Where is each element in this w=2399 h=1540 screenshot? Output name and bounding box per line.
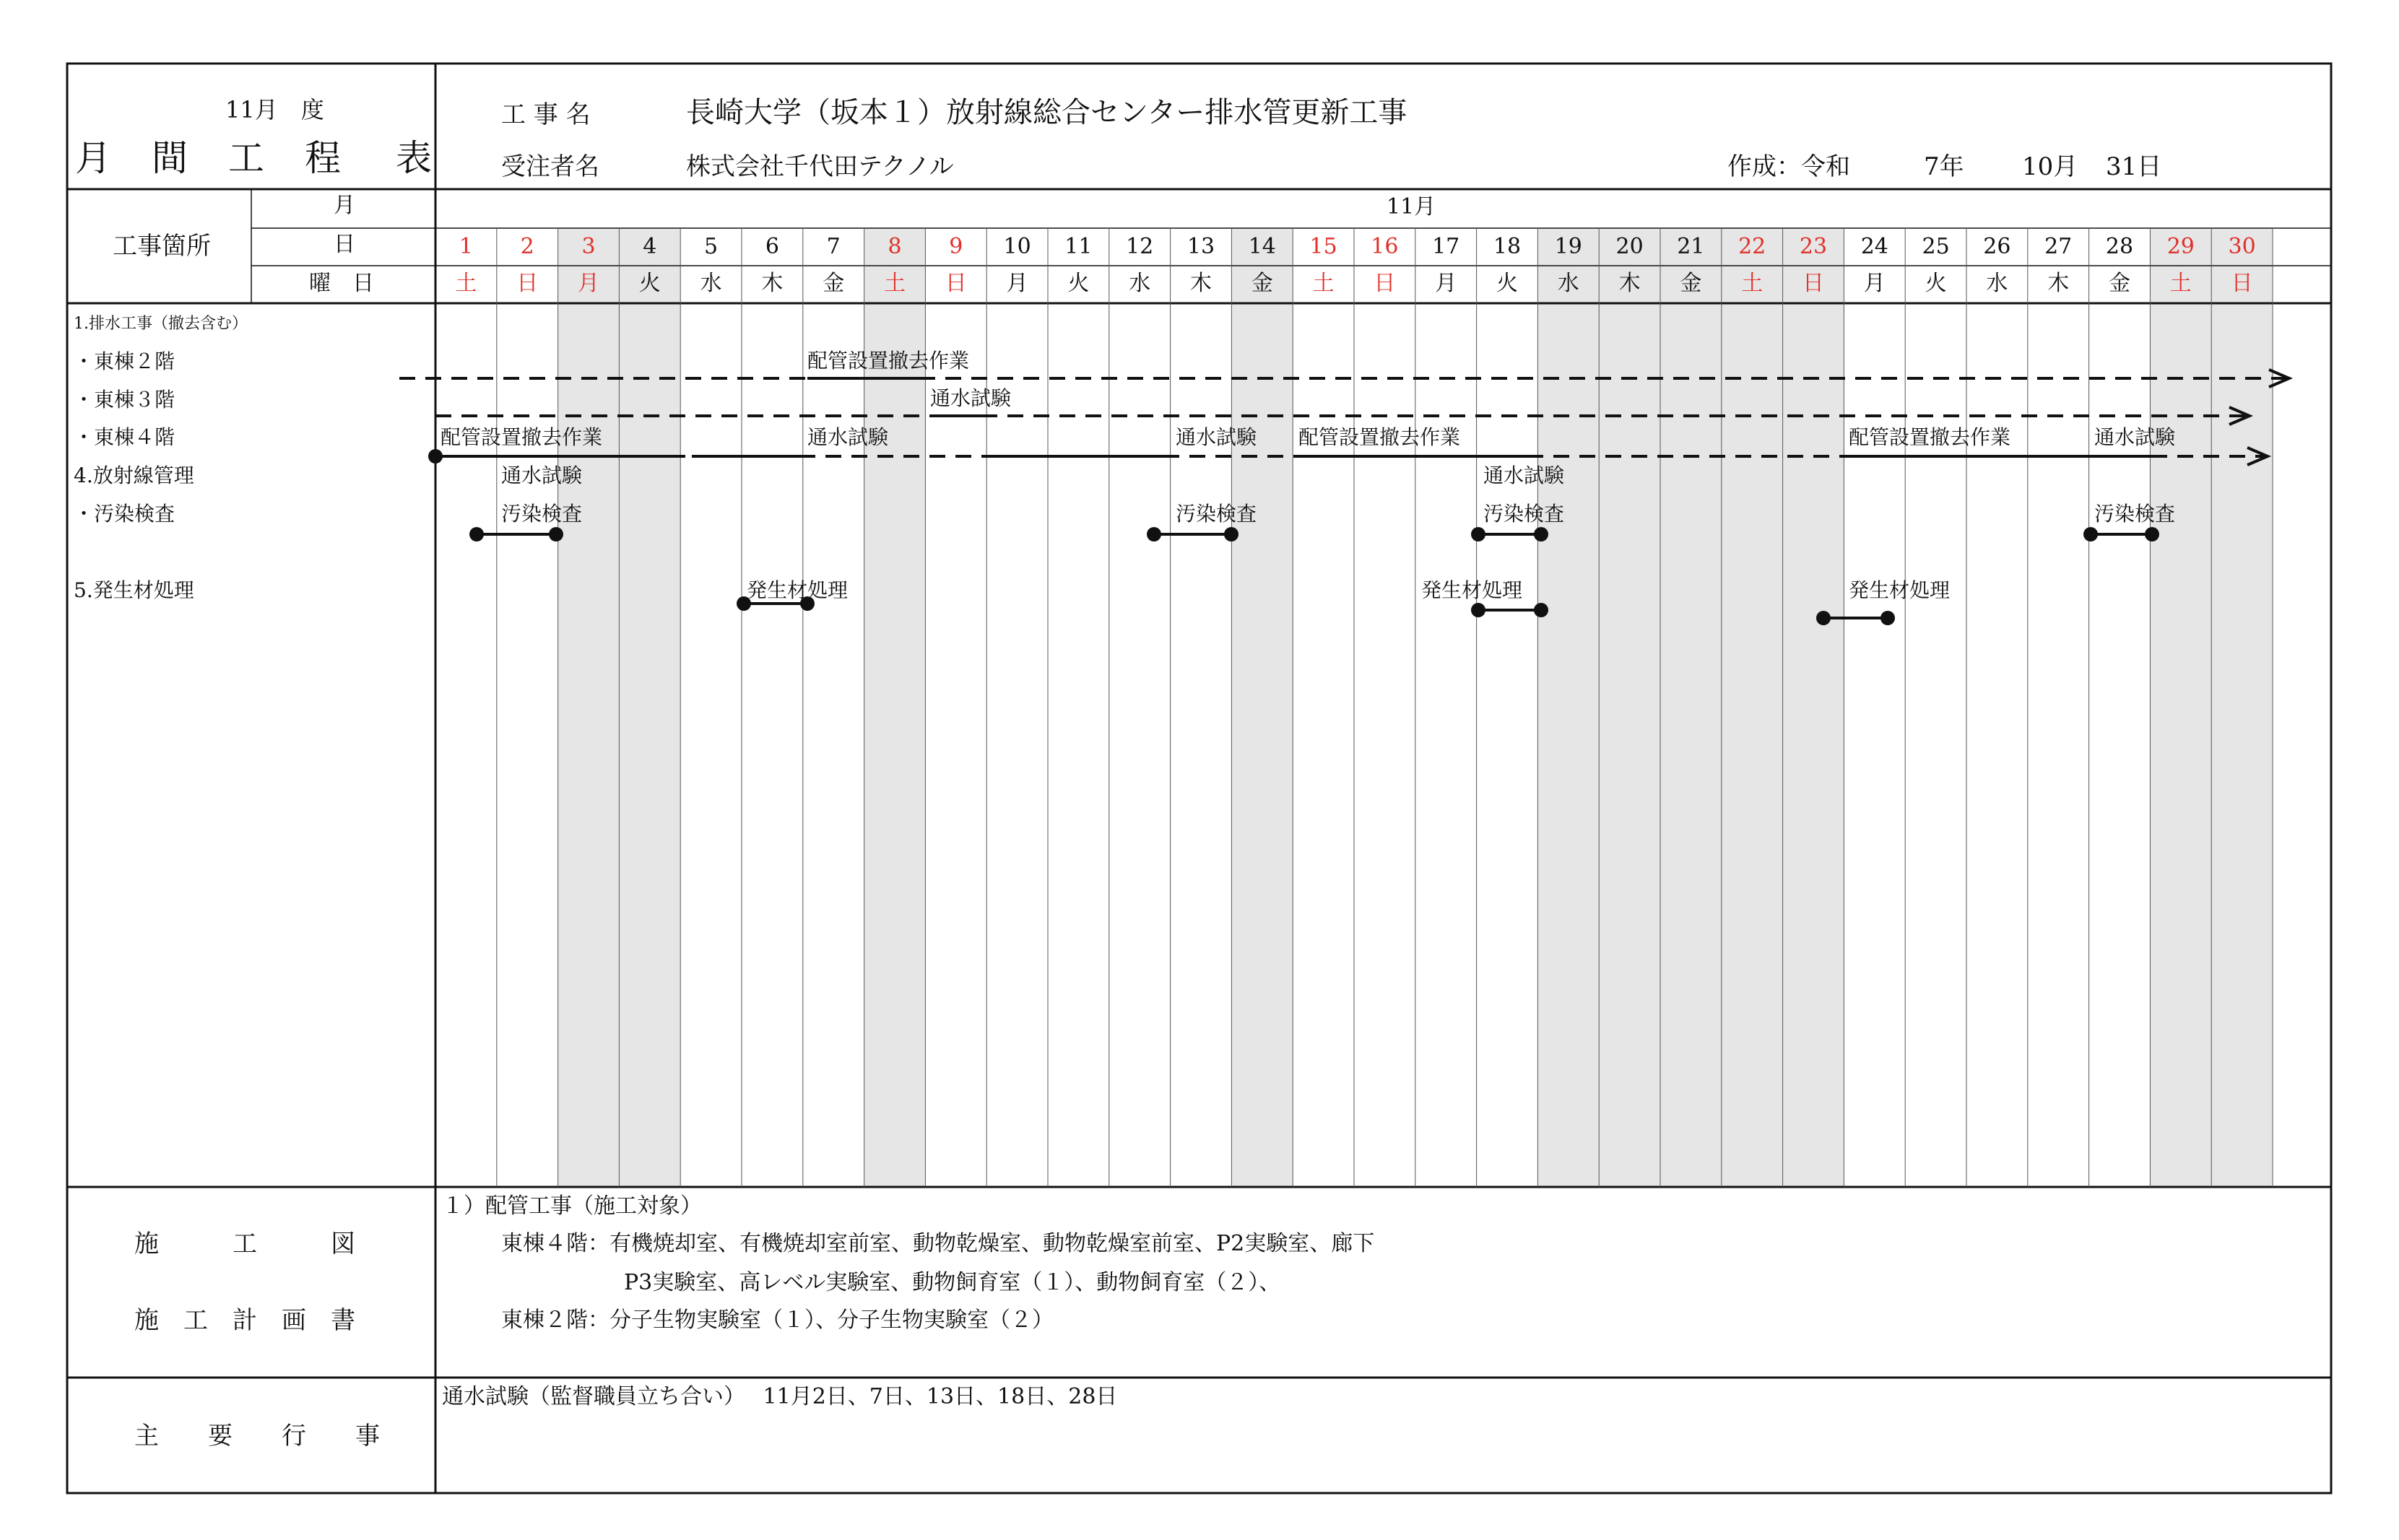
day-column-shade	[2211, 228, 2273, 1187]
milestone-dot	[1471, 603, 1485, 617]
milestone-dot	[2083, 527, 2098, 541]
title-char-2: 間	[152, 137, 189, 179]
weekday: 金	[1251, 271, 1273, 296]
events-text: 通水試験（監督職員立ち合い） 11月2日、7日、13日、18日、28日	[442, 1384, 1118, 1409]
construction-name: 長崎大学（坂本１）放射線総合センター排水管更新工事	[686, 96, 1407, 129]
created-year: 7年	[1924, 152, 1964, 181]
day-number: 4	[643, 234, 657, 259]
milestone-dot	[1534, 603, 1548, 617]
day-column-shade	[2150, 228, 2211, 1187]
item-east-4f: ・東棟４階	[74, 425, 175, 449]
task-e4-water-2: 通水試験	[1176, 425, 1257, 449]
title-char-5: 表	[396, 137, 433, 179]
day-number: 10	[1003, 234, 1031, 259]
created-day: 31日	[2106, 152, 2162, 181]
day-number: 19	[1554, 234, 1582, 259]
day-number: 18	[1493, 234, 1522, 259]
day-number: 27	[2044, 234, 2073, 259]
construction-name-label: 工 事 名	[501, 100, 591, 129]
weekday: 木	[1618, 271, 1641, 296]
milestone-dot	[469, 527, 484, 541]
plan-label-drawings: 施 工 図	[134, 1230, 355, 1258]
weekday: 水	[1986, 271, 2008, 296]
item-radiation: 4.放射線管理	[74, 464, 194, 487]
weekday: 火	[1496, 271, 1518, 296]
title-char-3: 工	[228, 137, 266, 179]
weekday-row-label: 曜 日	[309, 271, 374, 296]
weekday: 火	[638, 271, 661, 296]
task-e2-work: 配管設置撤去作業	[807, 349, 970, 373]
task-e4-water-1: 通水試験	[807, 425, 889, 449]
day-number: 28	[2105, 234, 2134, 259]
weekday: 水	[1129, 271, 1151, 296]
day-row-label: 日	[334, 232, 355, 257]
day-column-shade	[558, 228, 620, 1187]
milestone-dot	[549, 527, 563, 541]
day-number: 22	[1738, 234, 1766, 259]
title-char-1: 月	[75, 137, 113, 179]
weekday: 日	[2231, 271, 2253, 296]
task-e4-water-3: 通水試験	[501, 464, 583, 487]
weekday: 土	[1312, 271, 1335, 296]
day-column-shade	[1722, 228, 1783, 1187]
task-e4-work-2: 配管設置撤去作業	[1298, 425, 1461, 449]
day-number: 8	[888, 234, 902, 259]
weekday: 月	[577, 271, 599, 296]
plan-label-plan: 施 工 計 画 書	[134, 1306, 355, 1335]
weekday: 日	[945, 271, 967, 296]
weekday: 木	[2047, 271, 2070, 296]
day-column-shade	[1231, 228, 1293, 1187]
task-contamination-2: 汚染検査	[1176, 502, 1257, 526]
weekday: 水	[700, 271, 722, 296]
created-month: 10月	[2022, 152, 2078, 181]
weekday: 土	[2169, 271, 2192, 296]
day-column-shade	[1660, 228, 1722, 1187]
milestone-dot	[1534, 527, 1548, 541]
day-number: 21	[1677, 234, 1705, 259]
weekday: 水	[1557, 271, 1579, 296]
task-contamination-1: 汚染検査	[501, 502, 583, 526]
item-east-3f: ・東棟３階	[74, 388, 175, 412]
milestone-dot	[2145, 527, 2159, 541]
day-number: 6	[765, 234, 779, 259]
day-number: 23	[1799, 234, 1828, 259]
day-number: 1	[459, 234, 473, 259]
day-number: 3	[581, 234, 596, 259]
day-number: 13	[1187, 234, 1215, 259]
milestone-dot	[1471, 527, 1485, 541]
day-number: 29	[2166, 234, 2195, 259]
plan-line-3: 東棟２階：分子生物実験室（１）、分子生物実験室（２）	[501, 1308, 1054, 1333]
task-e4-water-4: 通水試験	[1483, 464, 1565, 487]
task-e4-work-1: 配管設置撤去作業	[441, 425, 603, 449]
item-east-2f: ・東棟２階	[74, 349, 175, 373]
weekday: 火	[1067, 271, 1090, 296]
plan-line-2: P3実験室、高レベル実験室、動物飼育室（１）、動物飼育室（２）、	[624, 1270, 1281, 1295]
weekday: 金	[2108, 271, 2130, 296]
task-e4-water-5: 通水試験	[2094, 425, 2176, 449]
day-column-shade	[619, 228, 680, 1187]
weekday: 木	[761, 271, 784, 296]
contractor-name: 株式会社千代田テクノル	[686, 152, 954, 181]
month-value: 11月	[1387, 194, 1436, 219]
item-contamination: ・汚染検査	[74, 502, 175, 526]
weekday: 日	[1374, 271, 1396, 296]
day-number: 17	[1432, 234, 1460, 259]
weekday: 土	[1741, 271, 1764, 296]
weekday: 日	[516, 271, 539, 296]
day-number: 9	[949, 234, 963, 259]
item-drainage: 1.排水工事（撤去含む）	[74, 315, 248, 333]
weekday: 月	[1435, 271, 1457, 296]
weekday: 月	[1006, 271, 1028, 296]
created-label: 作成：令和	[1727, 152, 1850, 181]
day-column-shade	[1537, 228, 1599, 1187]
task-e3-water: 通水試験	[930, 386, 1012, 410]
weekday: 土	[883, 271, 906, 296]
weekday: 土	[455, 271, 477, 296]
day-number: 24	[1860, 234, 1888, 259]
location-label: 工事箇所	[113, 232, 211, 261]
day-number: 30	[2228, 234, 2256, 259]
weekday: 木	[1189, 271, 1212, 296]
milestone-dot	[1147, 527, 1161, 541]
day-number: 5	[704, 234, 719, 259]
plan-line-1: 東棟４階：有機焼却室、有機焼却室前室、動物乾燥室、動物乾燥室前室、P2実験室、廊下	[501, 1231, 1375, 1256]
day-number: 11	[1064, 234, 1093, 259]
day-number: 14	[1248, 234, 1276, 259]
day-number: 12	[1126, 234, 1154, 259]
task-waste-2: 発生材処理	[1421, 578, 1523, 602]
milestone-dot	[1816, 611, 1831, 625]
contractor-label: 受注者名	[501, 152, 599, 181]
day-column-shade	[1599, 228, 1660, 1187]
day-column-shade	[1783, 228, 1844, 1187]
day-number: 25	[1922, 234, 1950, 259]
day-number: 20	[1615, 234, 1644, 259]
month-label: 11月 度	[225, 96, 324, 123]
weekday: 金	[823, 271, 845, 296]
events-label: 主 要 行 事	[134, 1422, 380, 1450]
task-contamination-3: 汚染検査	[1483, 502, 1565, 526]
day-number: 26	[1983, 234, 2011, 259]
day-number: 2	[520, 234, 534, 259]
milestone-dot	[1224, 527, 1238, 541]
day-number: 7	[826, 234, 841, 259]
month-row-label: 月	[334, 193, 355, 218]
plan-heading: １）配管工事（施工対象）	[442, 1193, 702, 1219]
milestone-dot	[1880, 611, 1895, 625]
weekday: 日	[1802, 271, 1824, 296]
task-contamination-4: 汚染検査	[2094, 502, 2176, 526]
task-waste-1: 発生材処理	[747, 578, 849, 602]
weekday: 火	[1925, 271, 1947, 296]
task-waste-3: 発生材処理	[1849, 578, 1951, 602]
day-number: 15	[1309, 234, 1337, 259]
title-char-4: 程	[305, 137, 342, 179]
item-waste: 5.発生材処理	[74, 578, 194, 602]
day-number: 16	[1371, 234, 1399, 259]
weekday: 月	[1863, 271, 1886, 296]
weekday: 金	[1680, 271, 1702, 296]
task-e4-work-3: 配管設置撤去作業	[1849, 425, 2011, 449]
